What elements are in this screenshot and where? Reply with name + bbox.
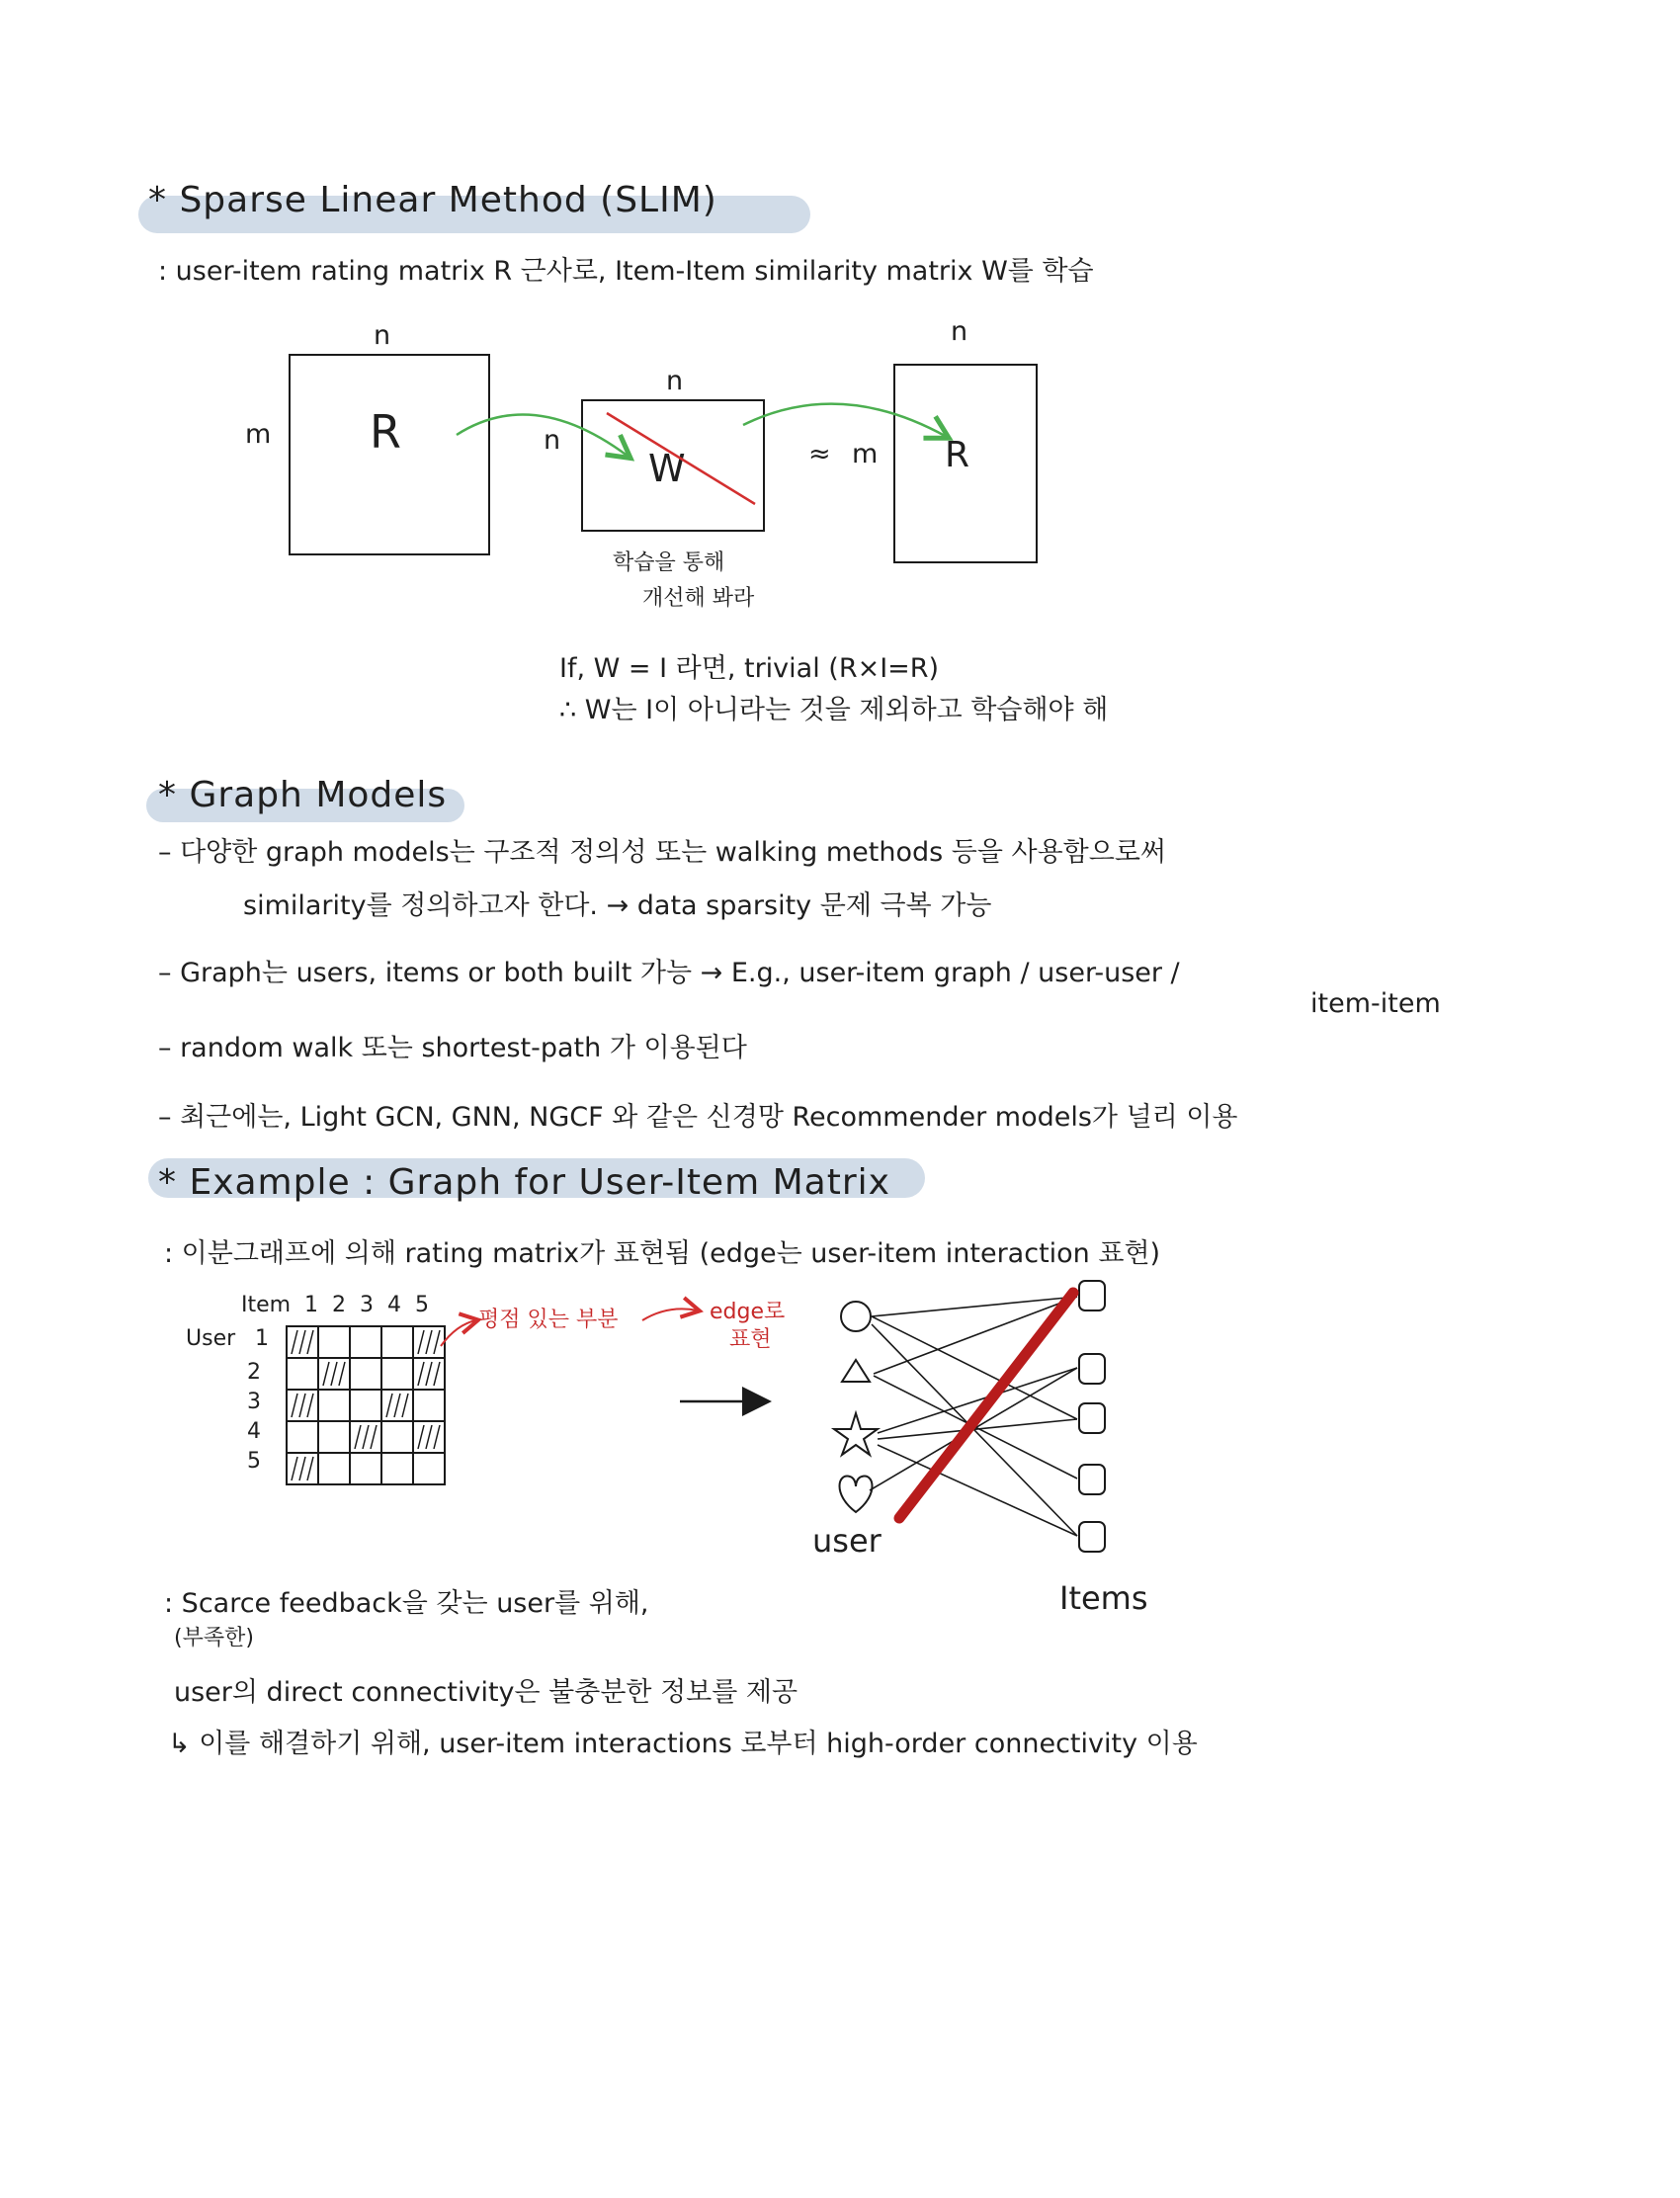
graph-bullet-2a: – Graph는 users, items or both built 가능 → E.g., user-item graph / user-user / (158, 958, 1180, 988)
item-col-1: 1 (304, 1293, 318, 1317)
r-rows-label: m (245, 419, 272, 450)
graph-bullet-2b: item-item (1310, 988, 1441, 1019)
slim-title: * Sparse Linear Method (SLIM) (148, 180, 717, 220)
rated-cell-3-4 (386, 1394, 408, 1417)
user-row-3: 3 (247, 1390, 261, 1414)
rated-cell-3-1 (292, 1394, 313, 1417)
item-node-1 (1079, 1281, 1105, 1310)
annotation-arrow-1 (441, 1320, 476, 1346)
w-matrix-label: W (648, 447, 686, 490)
r-matrix-label: R (370, 405, 401, 459)
w-note-1: 학습을 통해 (613, 550, 725, 575)
rated-cell-5-1 (292, 1457, 313, 1480)
annotation-edge-2: 표현 (729, 1327, 772, 1352)
user-node-circle (841, 1302, 871, 1331)
slim-note-1: If, W = I 라면, trivial (R×I=R) (559, 653, 940, 684)
item-col-4: 4 (387, 1293, 401, 1317)
item-node-3 (1079, 1403, 1105, 1433)
item-col-2: 2 (332, 1293, 346, 1317)
user-node-label: user (812, 1522, 882, 1560)
scarce-line-1: : Scarce feedback을 갖는 user를 위해, (164, 1588, 649, 1619)
graph-bullet-1b: similarity를 정의하고자 한다. → data sparsity 문제 극복 가능 (243, 890, 992, 921)
item-node-2 (1079, 1354, 1105, 1384)
slim-note-2: ∴ W는 I이 아니라는 것을 제외하고 학습해야 해 (559, 695, 1109, 725)
rated-cell-1-5 (418, 1330, 440, 1354)
edge (872, 1297, 1077, 1316)
w-cols-label: n (666, 366, 684, 396)
user-row-1: 1 (255, 1326, 269, 1351)
arrow-w-to-r (743, 404, 947, 437)
graph-bullet-1a: – 다양한 graph models는 구조적 정의성 또는 walking methods 등을 사용함으로써 (158, 837, 1166, 868)
scarce-line-3: user의 direct connectivity은 불충분한 정보를 제공 (174, 1677, 798, 1708)
highlighted-edge (899, 1293, 1073, 1518)
item-header: Item (241, 1293, 292, 1317)
item-node-5 (1079, 1522, 1105, 1552)
rated-cell-2-2 (323, 1362, 345, 1386)
user-row-2: 2 (247, 1360, 261, 1385)
edge (878, 1445, 1077, 1536)
rated-cell-4-3 (355, 1425, 377, 1449)
w-diagonal (607, 413, 755, 504)
user-node-star (834, 1413, 878, 1455)
scarce-line-4: ↳ 이를 해결하기 위해, user-item interactions 로부터 high-order connectivity 이용 (168, 1729, 1198, 1759)
user-node-heart (840, 1477, 873, 1512)
out-cols-label: n (951, 316, 968, 347)
graph-bullet-3: – random walk 또는 shortest-path 가 이용된다 (158, 1033, 747, 1063)
annotation-rated-cells: 평점 있는 부분 (478, 1308, 619, 1332)
item-node-4 (1079, 1465, 1105, 1494)
rated-cell-4-5 (418, 1425, 440, 1449)
w-note-2: 개선해 봐라 (642, 586, 755, 611)
r-cols-label: n (374, 320, 391, 351)
graph-title: * Graph Models (158, 775, 448, 815)
approx-symbol: ≈ (808, 439, 831, 469)
slim-intro: : user-item rating matrix R 근사로, Item-Item similarity matrix W를 학습 (158, 256, 1094, 287)
out-matrix-label: R (945, 435, 970, 475)
example-line-1: : 이분그래프에 의해 rating matrix가 표현됨 (edge는 user-item interaction 표현) (164, 1238, 1161, 1269)
annotation-arrow-2 (642, 1309, 698, 1320)
user-row-5: 5 (247, 1449, 261, 1474)
items-node-label: Items (1059, 1579, 1148, 1617)
item-col-5: 5 (415, 1293, 429, 1317)
user-header: User (186, 1326, 236, 1351)
graph-bullet-4: – 최근에는, Light GCN, GNN, NGCF 와 같은 신경망 Recommender models가 널리 이용 (158, 1102, 1238, 1133)
scarce-line-2: (부족한) (174, 1626, 254, 1650)
arrow-r-to-w (457, 415, 629, 457)
out-rows-label: m (852, 439, 879, 469)
example-title: * Example : Graph for User-Item Matrix (158, 1162, 890, 1203)
item-col-3: 3 (360, 1293, 374, 1317)
user-node-triangle (842, 1360, 870, 1382)
rated-cell-1-1 (292, 1330, 313, 1354)
user-row-4: 4 (247, 1419, 261, 1444)
annotation-edge-1: edge로 (710, 1300, 786, 1324)
w-rows-label: n (544, 425, 561, 456)
rated-cell-2-5 (418, 1362, 440, 1386)
